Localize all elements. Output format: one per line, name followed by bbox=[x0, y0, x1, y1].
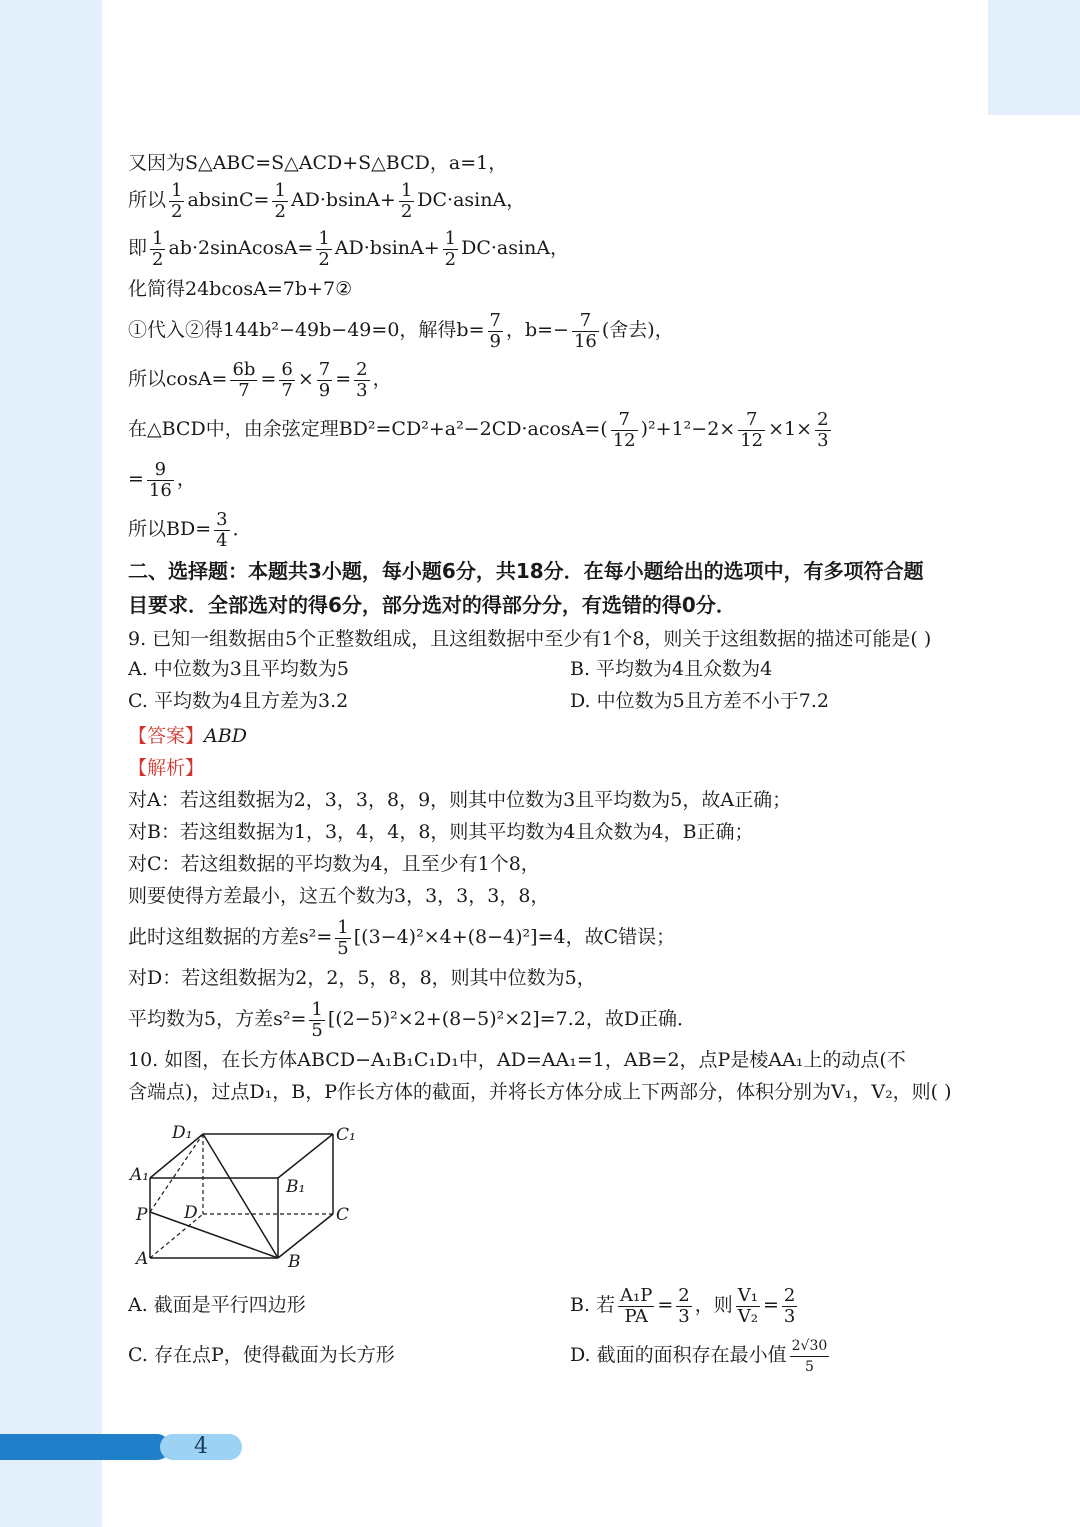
section-heading-line-2: 目要求．全部选对的得6分，部分选对的得部分分，有选错的得0分． bbox=[128, 593, 736, 617]
page-number-tab bbox=[0, 1434, 170, 1460]
label-d: D bbox=[184, 1203, 198, 1223]
fraction: $\frac{9}{16}$ bbox=[148, 458, 172, 501]
fraction: $\frac{1}{5}$ bbox=[337, 916, 349, 959]
q9-options-row-1 bbox=[128, 656, 958, 688]
top-right-decor bbox=[988, 0, 1080, 115]
fraction: $\frac{1}{5}$ bbox=[311, 998, 323, 1041]
fraction: $\frac{2}{3}$ bbox=[356, 358, 368, 401]
q10-options-row-2 bbox=[128, 1330, 958, 1380]
label-a: A bbox=[136, 1249, 149, 1268]
q9-analysis-4: 则要使得方差最小，这五个数为3，3，3，3，8， bbox=[128, 885, 550, 907]
q9-analysis-5: 此时这组数据的方差s²= $\frac{1}{5}$ [(3−4)²×4+(8−4)²]=4，故C错误； bbox=[128, 916, 676, 959]
fraction: $\frac{7}{12}$ bbox=[740, 408, 764, 451]
fraction: $\frac{3}{4}$ bbox=[216, 508, 228, 551]
fraction: $\frac{1}{2}$ bbox=[171, 179, 183, 222]
label-p: P bbox=[136, 1205, 148, 1225]
label-a1: A₁ bbox=[130, 1165, 150, 1185]
fraction: $\frac{7}{9}$ bbox=[489, 309, 501, 352]
fraction: $\frac{1}{2}$ bbox=[400, 179, 413, 222]
q10-stem-1: 10. 如图，在长方体ABCD−A₁B₁C₁D₁中，AD=AA₁=1，AB=2，点P是棱AA₁上的动点(不 bbox=[128, 1049, 906, 1071]
q9-analysis-1: 对A：若这组数据为2，3，3，8，9，则其中位数为3且平均数为5，故A正确； bbox=[128, 789, 792, 811]
q9-option-a: A. 中位数为3且平均数为5 bbox=[128, 658, 349, 680]
fraction: $\frac{6}{7}$ bbox=[281, 358, 293, 401]
q9-answer: 【答案】ABD bbox=[128, 725, 247, 747]
fraction: $\frac{2}{3}$ bbox=[817, 408, 829, 451]
label-c: C bbox=[336, 1205, 350, 1225]
fraction: $\frac{2√30}{5}$ bbox=[791, 1337, 828, 1375]
q10-option-b: B. 若 $\frac{\text{A₁P}}{PA}$ = $\frac{2}{3}$ ，则 $\frac{\text{V₁}}{\text{V₂}}$ = $\frac{2}{3}$ bbox=[570, 1284, 796, 1327]
label-d1: D₁ bbox=[172, 1123, 193, 1143]
edge-b1c1 bbox=[278, 1134, 333, 1178]
label-c1: C₁ bbox=[336, 1125, 356, 1145]
fraction: $\frac{\text{V₁}}{\text{V₂}}$ bbox=[737, 1284, 758, 1327]
q9-option-d: D. 中位数为5且方差不小于7.2 bbox=[570, 690, 829, 712]
analysis-tag: 【解析】 bbox=[128, 757, 205, 779]
solution-line-5: ①代入②得144b²−49b−49=0，解得b= $\frac{7}{9}$ ，b=− $\frac{7}{16}$ (舍去)， bbox=[128, 309, 674, 352]
solution-line-2: 所以 $\frac{1}{2}$ absinC= $\frac{1}{2}$ AD·bsinA+ $\frac{1}{2}$ DC·asinA， bbox=[128, 179, 526, 222]
page-number: 4 bbox=[194, 1434, 208, 1459]
page-content bbox=[128, 150, 958, 1108]
solution-line-3: 即 $\frac{1}{2}$ ab·2sinAcosA= $\frac{1}{2}$ AD·bsinA+ $\frac{1}{2}$ DC·asinA， bbox=[128, 227, 570, 270]
left-margin-band bbox=[0, 0, 102, 1527]
q9-option-b: B. 平均数为4且众数为4 bbox=[570, 658, 773, 680]
q10-option-c: C. 存在点P，使得截面为长方形 bbox=[128, 1344, 395, 1366]
solution-line-4: 化简得24bcosA=7b+7② bbox=[128, 278, 353, 300]
fraction: $\frac{1}{2}$ bbox=[444, 227, 457, 270]
fraction: $\frac{\text{A₁P}}{PA}$ bbox=[620, 1284, 653, 1327]
fraction: $\frac{1}{2}$ bbox=[318, 227, 330, 270]
fraction: $\frac{7}{16}$ bbox=[573, 309, 597, 352]
q10-stem-2: 含端点)，过点D₁，B，P作长方体的截面，并将长方体分成上下两部分，体积分别为V₁，V₂，则( ) bbox=[128, 1081, 952, 1103]
solution-line-6: 所以cosA= $\frac{6b}{7}$ = $\frac{6}{7}$ × $\frac{7}{9}$ = $\frac{2}{3}$ ， bbox=[128, 358, 392, 401]
fraction: $\frac{1}{2}$ bbox=[274, 179, 286, 222]
q10-option-d: D. 截面的面积存在最小值 $\frac{2√30}{5}$ bbox=[570, 1337, 828, 1375]
q9-option-c: C. 平均数为4且方差为3.2 bbox=[128, 690, 349, 712]
solution-line-9: 所以BD= $\frac{3}{4}$ ． bbox=[128, 508, 252, 551]
section-d1b bbox=[203, 1134, 278, 1258]
label-b: B bbox=[288, 1252, 301, 1268]
q9-analysis-7: 平均数为5，方差s²= $\frac{1}{5}$ [(2−5)²×2+(8−5)²×2]=7.2，故D正确． bbox=[128, 998, 697, 1041]
solution-line-7: 在△BCD中，由余弦定理BD²=CD²+a²−2CD·acosA=( $\frac{7}{12}$ )²+1²−2× $\frac{7}{12}$ ×1× $\frac{2}{3}$ bbox=[128, 408, 829, 451]
q9-stem: 9. 已知一组数据由5个正整数组成，且这组数据中至少有1个8，则关于这组数据的描述可能是( ) bbox=[128, 628, 932, 650]
cuboid-figure bbox=[128, 1118, 368, 1268]
q9-analysis-3: 对C：若这组数据的平均数为4，且至少有1个8， bbox=[128, 853, 540, 875]
fraction: $\frac{2}{3}$ bbox=[678, 1284, 690, 1327]
solution-line-8: = $\frac{9}{16}$ ， bbox=[128, 458, 196, 501]
section-heading-line-1: 二、选择题：本题共3小题，每小题6分，共18分．在每小题给出的选项中，有多项符合题 bbox=[128, 559, 924, 583]
q9-options-row-2 bbox=[128, 688, 958, 720]
fraction: $\frac{1}{2}$ bbox=[152, 227, 164, 270]
q10-options-row-1 bbox=[128, 1280, 958, 1330]
hidden-section-pd1 bbox=[150, 1134, 203, 1212]
answer-tag: 【答案】 bbox=[128, 725, 205, 747]
label-b1: B₁ bbox=[286, 1177, 306, 1197]
fraction: $\frac{7}{9}$ bbox=[318, 358, 331, 401]
q9-analysis-2: 对B：若这组数据为1，3，4，4，8，则其平均数为4且众数为4，B正确； bbox=[128, 821, 754, 843]
section-pb bbox=[150, 1212, 278, 1258]
q10-options bbox=[128, 1280, 958, 1380]
fraction: $\frac{7}{12}$ bbox=[612, 408, 636, 451]
q10-option-a: A. 截面是平行四边形 bbox=[128, 1294, 306, 1316]
q9-analysis-6: 对D：若这组数据为2，2，5，8，8，则其中位数为5， bbox=[128, 967, 596, 989]
edge-bc bbox=[278, 1214, 333, 1258]
fraction: $\frac{6b}{7}$ bbox=[232, 358, 256, 401]
fraction: $\frac{2}{3}$ bbox=[783, 1284, 796, 1327]
solution-line-1: 又因为S△ABC=S△ACD+S△BCD，a=1， bbox=[128, 152, 508, 174]
